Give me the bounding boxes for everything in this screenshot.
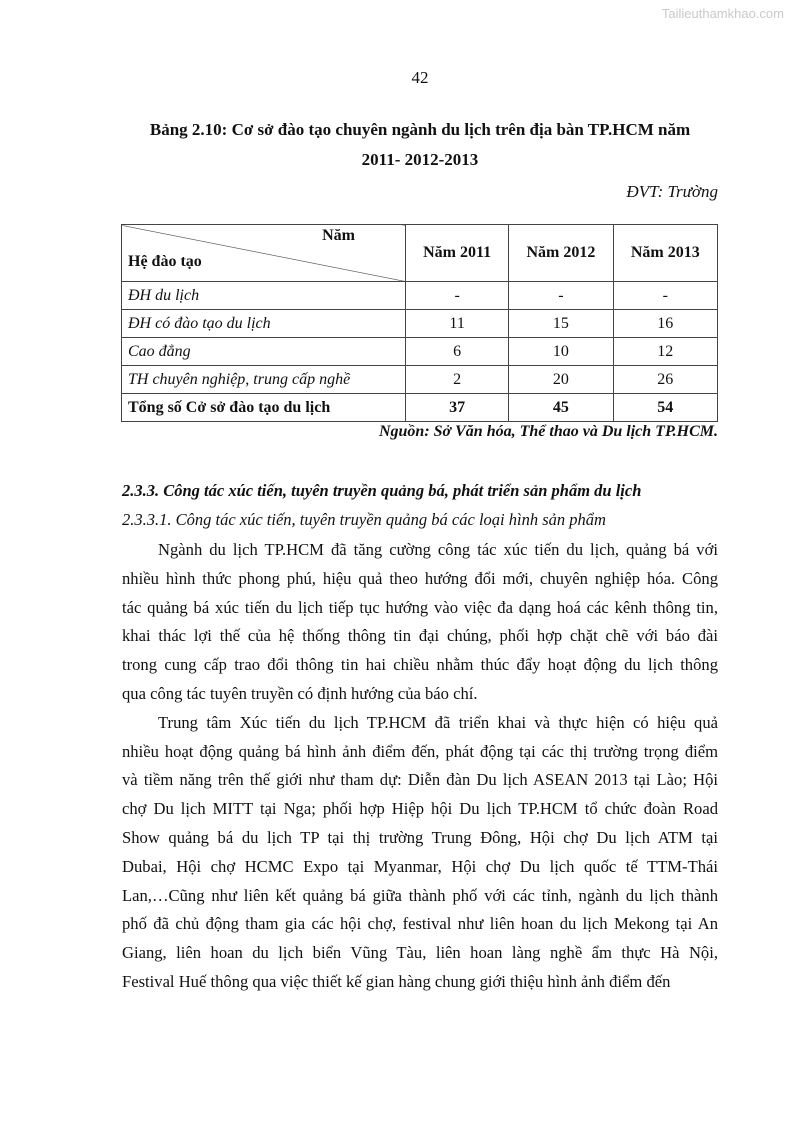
row-label: ĐH du lịch bbox=[122, 282, 406, 310]
training-institutions-table bbox=[121, 224, 718, 422]
unit-label: ĐVT: Trường bbox=[626, 182, 718, 201]
paragraph-line: Dubai, Hội chợ HCMC Expo tại Myanmar, Hội chợ Du lịch quốc tế TTM-Thái bbox=[122, 856, 718, 876]
paragraph-line: Ngành du lịch TP.HCM đã tăng cường công tác xúc tiến du lịch, quảng bá với bbox=[158, 540, 718, 559]
cell: - bbox=[406, 282, 509, 310]
paragraph-line: Festival Huế thông qua việc thiết kế gian hàng chung giới thiệu hình ảnh điểm đến bbox=[122, 972, 671, 991]
paragraph-line: và tiềm năng trên thế giới như tham dự: Diễn đàn Du lịch ASEAN 2013 tại Lào; Hội bbox=[122, 770, 718, 790]
table-source: Nguồn: Sở Văn hóa, Thể thao và Du lịch TP.HCM. bbox=[378, 423, 718, 440]
cell: 16 bbox=[613, 310, 717, 338]
row-label: ĐH có đào tạo du lịch bbox=[122, 310, 406, 338]
paragraph-line: chợ Du lịch MITT tại Nga; phối hợp Hiệp hội Du lịch TP.HCM tổ chức đoàn Road bbox=[122, 799, 718, 819]
cell: 11 bbox=[406, 310, 509, 338]
table-header-row bbox=[122, 225, 718, 282]
cell: 45 bbox=[509, 394, 613, 422]
cell: 2 bbox=[406, 366, 509, 394]
row-label: TH chuyên nghiệp, trung cấp nghề bbox=[122, 366, 406, 394]
page-number: 42 bbox=[411, 68, 429, 87]
table-row bbox=[122, 282, 718, 310]
corner-top-label: Năm bbox=[322, 227, 355, 244]
paragraph-line: Giang, liên hoan du lịch biển Vũng Tàu, liên hoan làng nghề ẩm thực Hà Nội, bbox=[122, 943, 718, 963]
paragraph-line: Trung tâm Xúc tiến du lịch TP.HCM đã triển khai và thực hiện có hiệu quả bbox=[158, 712, 718, 732]
cell: 20 bbox=[509, 366, 613, 394]
paragraph-line: qua công tác tuyên truyền có định hướng của báo chí. bbox=[122, 684, 478, 703]
paragraph-line: nhiều hoạt động quảng bá hình ảnh điểm đến, phát động tại các thị trường trọng điểm bbox=[122, 741, 718, 761]
row-label: Tổng số Cở sở đào tạo du lịch bbox=[122, 394, 406, 422]
cell: - bbox=[509, 282, 613, 310]
column-header: Năm 2012 bbox=[509, 225, 613, 282]
column-header: Năm 2011 bbox=[406, 225, 509, 282]
column-header: Năm 2013 bbox=[613, 225, 717, 282]
corner-header-cell bbox=[122, 225, 406, 282]
cell: 26 bbox=[613, 366, 717, 394]
table-title-line-1: Bảng 2.10: Cơ sở đào tạo chuyên ngành du lịch trên địa bàn TP.HCM năm bbox=[149, 120, 691, 139]
paragraph-line: phố đã chủ động tham gia các hội chợ, festival như liên hoan du lịch Mekong tại An bbox=[122, 914, 718, 934]
watermark: Tailieuthamkhao.com bbox=[661, 6, 784, 21]
section-heading: 2.3.3. Công tác xúc tiến, tuyên truyền quảng bá, phát triển sản phẩm du lịch bbox=[122, 481, 642, 500]
paragraph-line: trong cung cấp trao đổi thông tin hai chiều nhằm thúc đẩy hoạt động du lịch thông bbox=[122, 655, 718, 675]
paragraph-line: tác quảng bá xúc tiến du lịch tiếp tục hướng vào việc đa dạng hoá các kênh thông tin, bbox=[122, 597, 718, 617]
row-label: Cao đẳng bbox=[122, 338, 406, 366]
cell: 10 bbox=[509, 338, 613, 366]
paragraph-line: Lan,…Cũng như liên kết quảng bá giữa thành phố với các tỉnh, ngành du lịch thành bbox=[122, 885, 718, 905]
cell: 6 bbox=[406, 338, 509, 366]
subsection-heading: 2.3.3.1. Công tác xúc tiến, tuyên truyền quảng bá các loại hình sản phẩm bbox=[122, 510, 606, 529]
table-row bbox=[122, 310, 718, 338]
cell: 12 bbox=[613, 338, 717, 366]
table-row bbox=[122, 338, 718, 366]
table-row bbox=[122, 366, 718, 394]
cell: 15 bbox=[509, 310, 613, 338]
paragraph-line: khai thác lợi thế của hệ thống thông tin đại chúng, phối hợp chặt chẽ với báo đài bbox=[122, 626, 718, 646]
table-total-row bbox=[122, 394, 718, 422]
corner-bottom-label: Hệ đào tạo bbox=[128, 253, 202, 270]
table-title-line-2: 2011- 2012-2013 bbox=[361, 150, 479, 169]
cell: 37 bbox=[406, 394, 509, 422]
cell: - bbox=[613, 282, 717, 310]
paragraph-line: nhiều hình thức phong phú, hiệu quả theo hướng đổi mới, chuyên nghiệp hóa. Công bbox=[122, 568, 718, 588]
paragraph-line: Show quảng bá du lịch TP tại thị trường Trung Đông, Hội chợ Du lịch ATM tại bbox=[122, 828, 718, 847]
cell: 54 bbox=[613, 394, 717, 422]
